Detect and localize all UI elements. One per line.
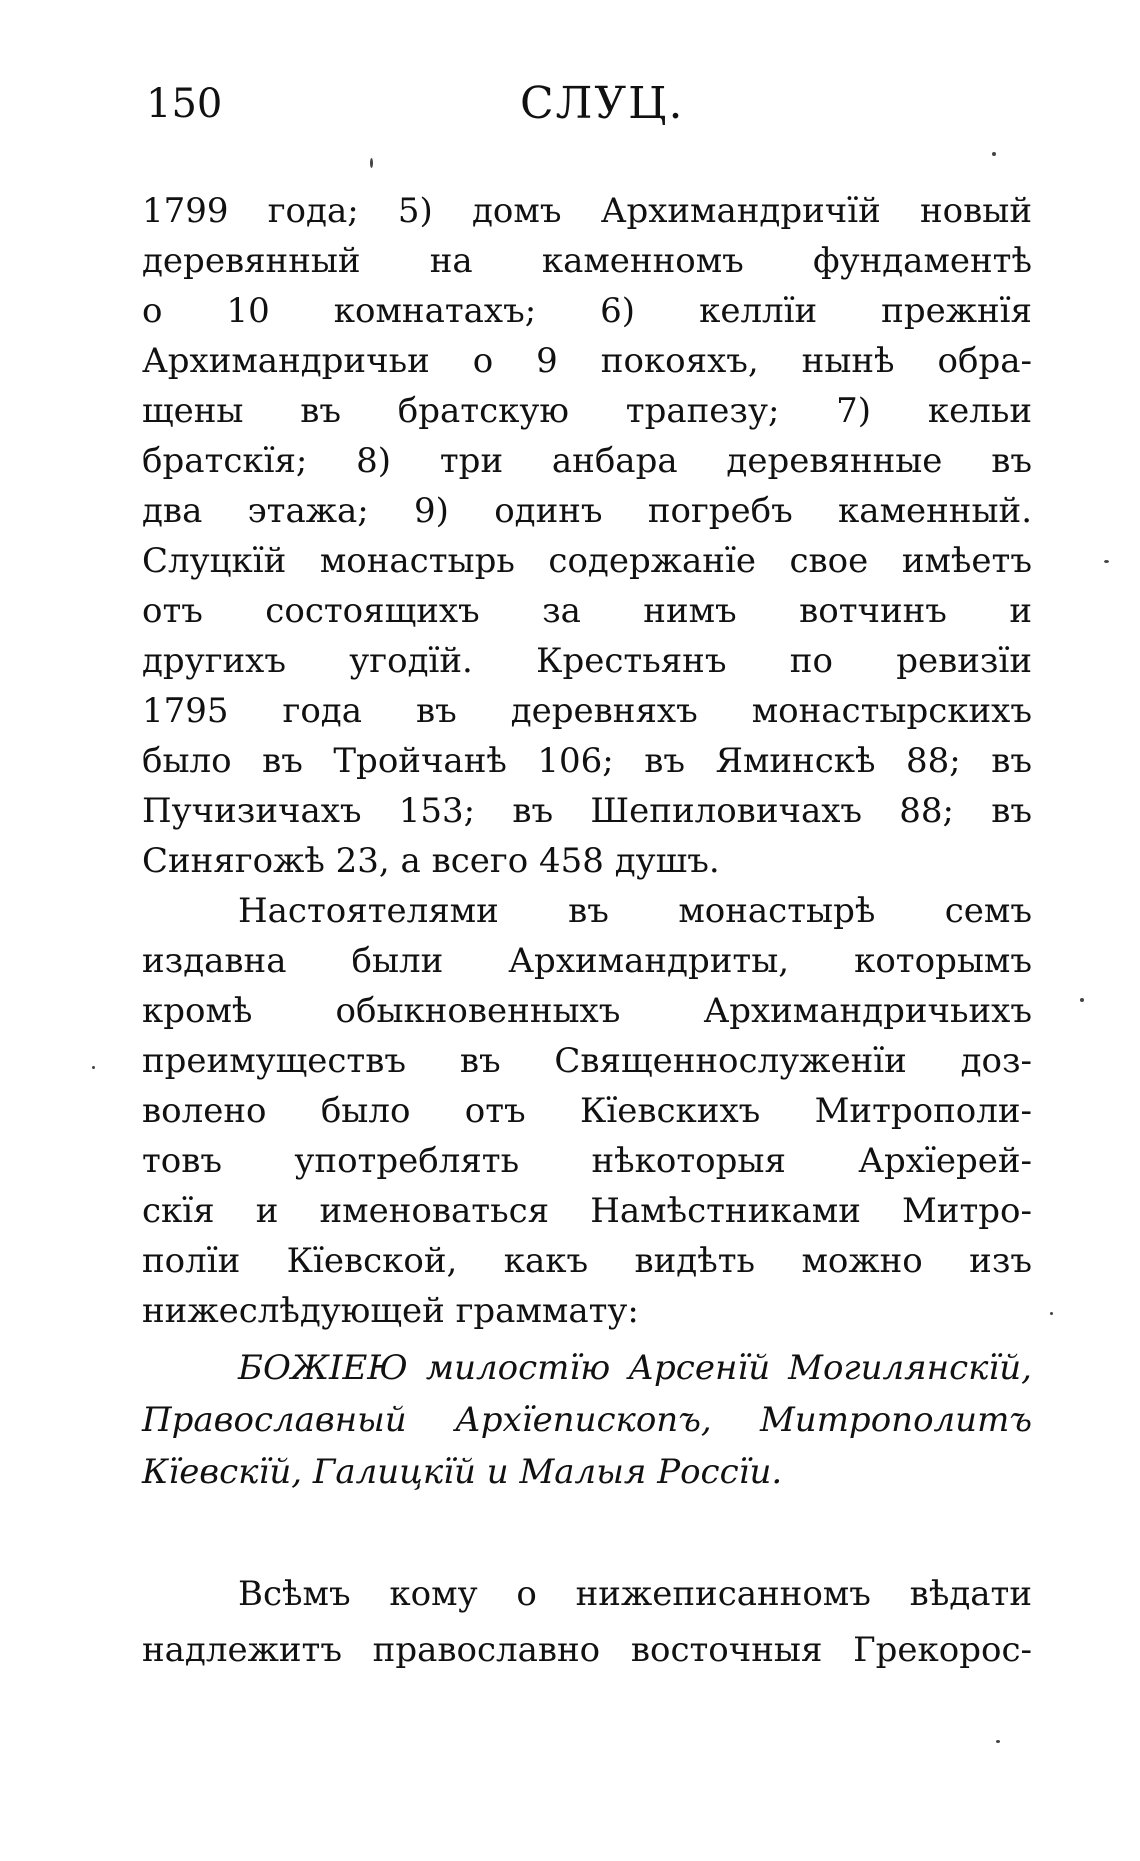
page-number: 150 bbox=[146, 81, 223, 127]
running-head: СЛУЦ. bbox=[520, 78, 685, 129]
text-line: отъ состоящихъ за нимъ вотчинъ и bbox=[142, 591, 1032, 631]
text-line: издавна были Архимандриты, которымъ bbox=[142, 941, 1032, 981]
scan-speck bbox=[1080, 998, 1084, 1002]
text-line: преимуществъ въ Священнослуженїи доз- bbox=[142, 1041, 1032, 1081]
decree-address bbox=[142, 1566, 1032, 1678]
scan-speck bbox=[1104, 560, 1109, 563]
text-line: было въ Тройчанѣ 106; въ Яминскѣ 88; въ bbox=[142, 741, 1032, 781]
text-line: Синягожѣ 23, а всего 458 душъ. bbox=[142, 841, 720, 881]
decree-line: Православный Архїепископъ, Митрополитъ bbox=[142, 1400, 1032, 1440]
decree-line: Кїевскїй, Галицкїй и Малыя Россїи. bbox=[142, 1452, 783, 1492]
text-line: волено было отъ Кїевскихъ Митрополи- bbox=[142, 1091, 1032, 1131]
text-line: два этажа; 9) одинъ погребъ каменный. bbox=[142, 491, 1032, 531]
text-line: братскїя; 8) три анбара деревянные въ bbox=[142, 441, 1032, 481]
text-line: товъ употреблять нѣкоторыя Архїерей- bbox=[142, 1141, 1032, 1181]
text-line: 1795 года въ деревняхъ монастырскихъ bbox=[142, 691, 1032, 731]
main-text bbox=[142, 186, 1032, 1336]
scan-speck bbox=[996, 1740, 1000, 1743]
address-line: надлежитъ православно восточныя Грекорос- bbox=[142, 1630, 1032, 1670]
decree-line: БОЖІЕЮ милостїю Арсенїй Могилянскїй, bbox=[238, 1348, 1032, 1388]
scan-speck bbox=[1050, 1312, 1053, 1315]
text-line: кромѣ обыкновенныхъ Архимандричьихъ bbox=[142, 991, 1032, 1031]
text-line: Слуцкїй монастырь содержанїе свое имѣетъ bbox=[142, 541, 1032, 581]
text-line: полїи Кїевской, какъ видѣть можно изъ bbox=[142, 1241, 1032, 1281]
text-line: 1799 года; 5) домъ Архимандричїй новый bbox=[142, 191, 1032, 231]
page-header bbox=[130, 78, 1010, 148]
text-line: о 10 комнатахъ; 6) келлїи прежнїя bbox=[142, 291, 1032, 331]
text-line: нижеслѣдующей граммату: bbox=[142, 1291, 639, 1331]
text-line: Архимандричьи о 9 покояхъ, нынѣ обра- bbox=[142, 341, 1032, 381]
text-line: щены въ братскую трапезу; 7) кельи bbox=[142, 391, 1032, 431]
scan-speck bbox=[992, 152, 996, 156]
address-line: Всѣмъ кому о нижеписанномъ вѣдати bbox=[238, 1574, 1032, 1614]
decree-heading bbox=[142, 1342, 1032, 1498]
paragraph-start-line: Настоятелями въ монастырѣ семъ bbox=[238, 891, 1032, 931]
scan-speck bbox=[92, 1066, 95, 1069]
text-line: другихъ угодїй. Крестьянъ по ревизїи bbox=[142, 641, 1032, 681]
scan-speck bbox=[370, 158, 373, 168]
text-line: деревянный на каменномъ фундаментѣ bbox=[142, 241, 1032, 281]
text-line: скїя и именоваться Намѣстниками Митро- bbox=[142, 1191, 1032, 1231]
text-line: Пучизичахъ 153; въ Шепиловичахъ 88; въ bbox=[142, 791, 1032, 831]
